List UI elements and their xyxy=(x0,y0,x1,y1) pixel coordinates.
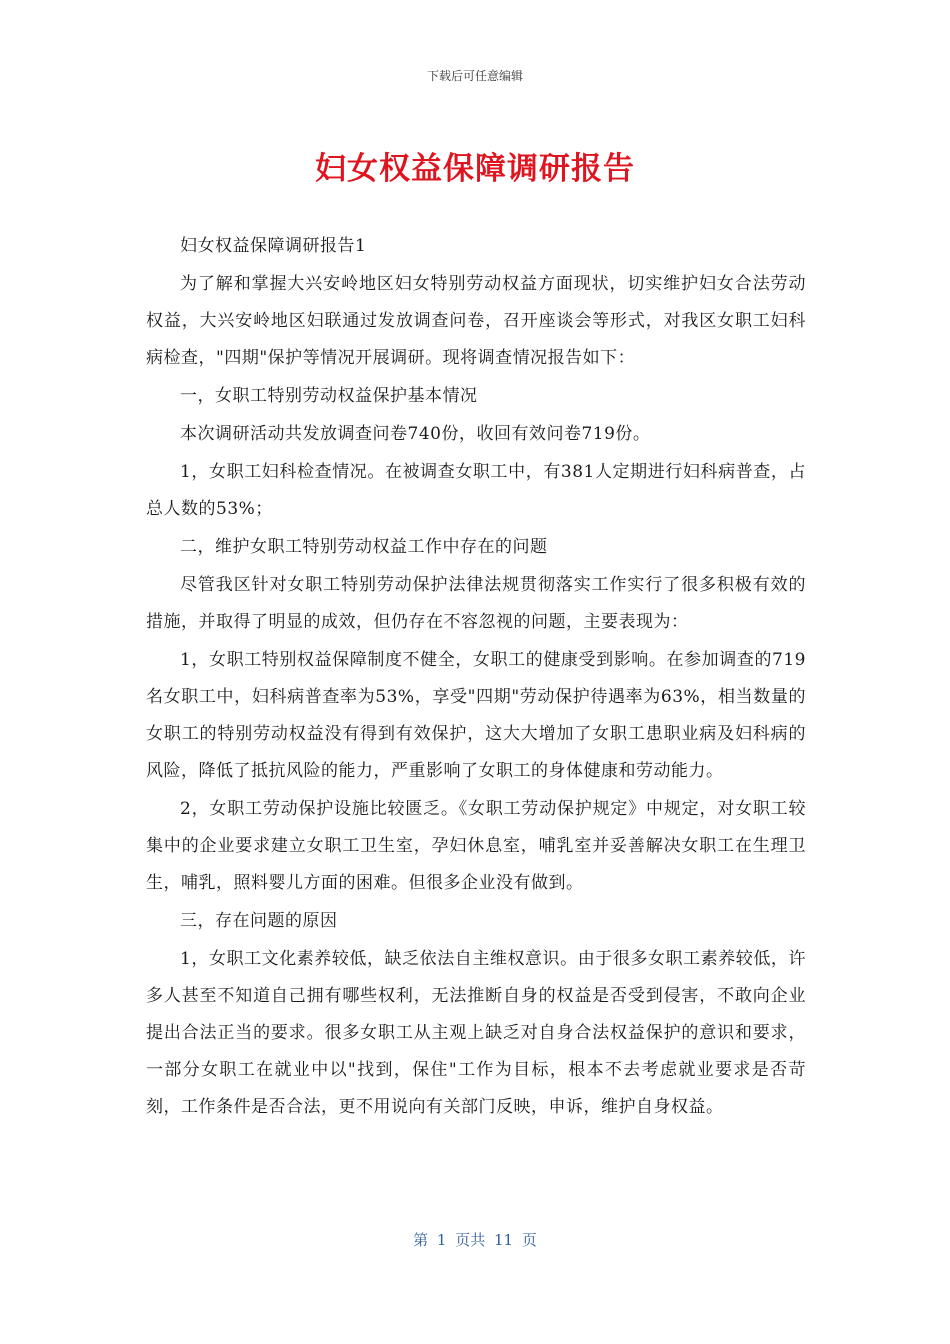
header-note: 下载后可任意编辑 xyxy=(426,69,523,83)
paragraph: 本次调研活动共发放调查问卷740份，收回有效问卷719份。 xyxy=(180,424,651,444)
document-body xyxy=(146,228,806,1127)
section-heading: 三，存在问题的原因 xyxy=(180,911,338,931)
section-heading: 一，女职工特别劳动权益保护基本情况 xyxy=(180,386,478,406)
paragraph: 1，女职工特别权益保障制度不健全，女职工的健康受到影响。在参加调查的719名女职工中，妇科病普查率为53%，享受"四期"劳动保护待遇率为63%，相当数量的女职工的特别劳动权益没有得到有效保护，这大大增加了女职工患职业病及妇科病的风险，降低了抵抗风险的能力，严重影响了女职工的身体健康和劳动能力。 xyxy=(146,650,806,781)
paragraph: 尽管我区针对女职工特别劳动保护法律法规贯彻落实工作实行了很多积极有效的措施，并取得了明显的成效，但仍存在不容忽视的问题，主要表现为： xyxy=(146,575,806,632)
page-footer: 第 1 页共 11 页 xyxy=(413,1231,537,1249)
paragraph: 为了解和掌握大兴安岭地区妇女特别劳动权益方面现状，切实维护妇女合法劳动权益，大兴安岭地区妇联通过发放调查问卷，召开座谈会等形式，对我区女职工妇科病检查，"四期"保护等情况开展调研。现将调查情况报告如下： xyxy=(146,274,806,368)
paragraph: 妇女权益保障调研报告1 xyxy=(180,236,367,256)
paragraph: 1，女职工文化素养较低，缺乏依法自主维权意识。由于很多女职工素养较低，许多人甚至不知道自己拥有哪些权利，无法推断自身的权益是否受到侵害，不敢向企业提出合法正当的要求。很多女职工从主观上缺乏对自身合法权益保护的意识和要求，一部分女职工在就业中以"找到，保住"工作为目标，根本不去考虑就业要求是否苛刻，工作条件是否合法，更不用说向有关部门反映，申诉，维护自身权益。 xyxy=(146,949,806,1117)
document-title: 妇女权益保障调研报告 xyxy=(315,151,635,187)
paragraph: 2，女职工劳动保护设施比较匮乏。《女职工劳动保护规定》中规定，对女职工较集中的企业要求建立女职工卫生室，孕妇休息室，哺乳室并妥善解决女职工在生理卫生，哺乳，照料婴儿方面的困难。但很多企业没有做到。 xyxy=(146,799,806,893)
paragraph: 1，女职工妇科检查情况。在被调查女职工中，有381人定期进行妇科病普查，占总人数的53%； xyxy=(146,462,806,519)
section-heading: 二，维护女职工特别劳动权益工作中存在的问题 xyxy=(180,537,548,557)
